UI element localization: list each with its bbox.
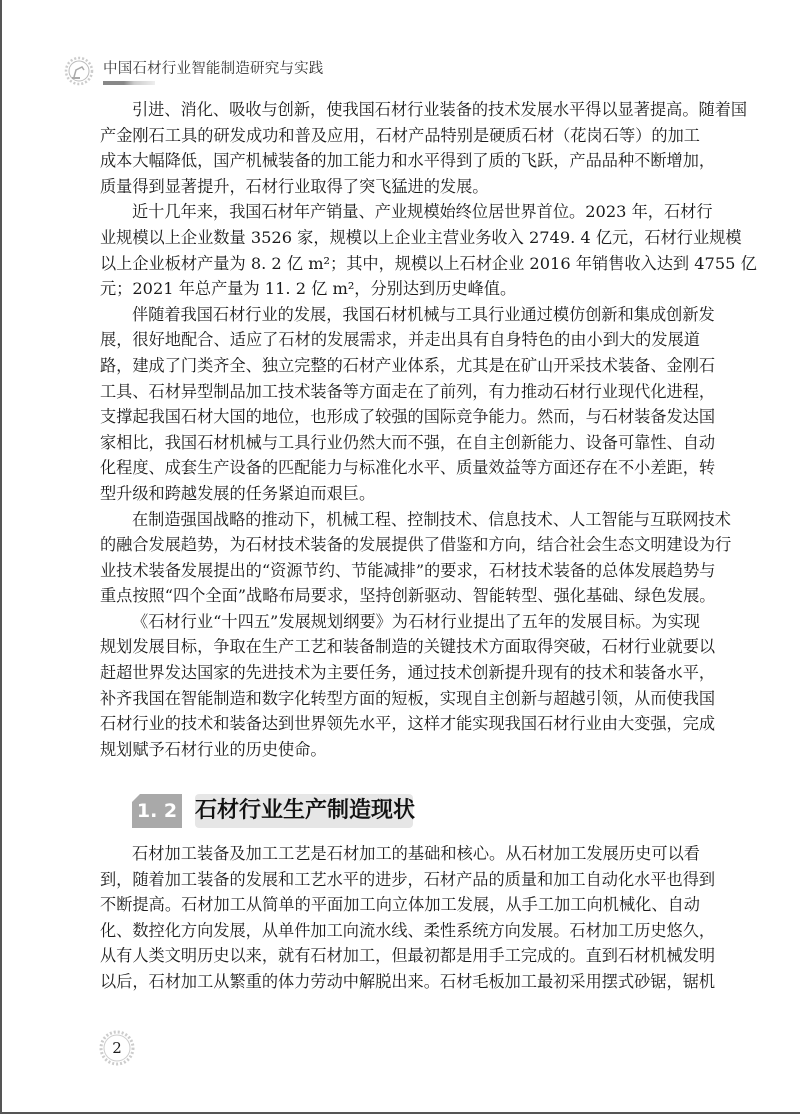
running-header-title: 中国石材行业智能制造研究与实践 [103, 61, 324, 77]
text-line: 产金刚石工具的研发成功和普及应用，石材产品特别是硬质石材（花岗石等）的加工 [100, 125, 700, 145]
body-text-bottom [100, 841, 716, 995]
body-text-top [100, 97, 757, 762]
header-decor-bar [103, 81, 155, 85]
text-line: 到，随着加工装备的发展和工艺水平的进步，石材产品的质量和加工自动化水平也得到 [100, 869, 716, 889]
text-line: 业技术装备发展提出的“资源节约、节能减排”的要求，石材技术装备的总体发展趋势与 [100, 560, 716, 580]
text-line: 《石材行业“十四五”发展规划纲要》为石材行业提出了五年的发展目标。为实现 [132, 611, 700, 631]
text-line: 伴随着我国石材行业的发展，我国石材机械与工具行业通过模仿创新和集成创新发 [132, 304, 715, 324]
text-line: 赶超世界发达国家的先进技术为主要任务，通过技术创新提升现有的技术和装备水平， [100, 663, 716, 683]
section-title: 石材行业生产制造现状 [195, 794, 413, 828]
text-line: 化、数控化方向发展，从单件加工向流水线、柔性系统方向发展。石材加工历史悠久， [100, 920, 716, 940]
text-line: 展，很好地配合、适应了石材的发展需求，并走出具有自身特色的由小到大的发展道 [100, 330, 700, 350]
text-line: 路，建成了门类齐全、独立完整的石材产业体系，尤其是在矿山开采技术装备、金刚石 [100, 355, 716, 375]
text-line: 近十几年来，我国石材年产销量、产业规模始终位居世界首位。2023 年，石材行 [132, 202, 713, 222]
text-line: 规划赋予石材行业的历史使命。 [100, 739, 327, 759]
text-line: 补齐我国在智能制造和数字化转型方面的短板，实现自主创新与超越引领，从而使我国 [100, 688, 716, 708]
text-line: 以上企业板材产量为 8. 2 亿 m²；其中，规模以上石材企业 2016 年销售收入达到 4755 亿 [100, 253, 757, 273]
text-line: 工具、石材异型制品加工技术装备等方面走在了前列，有力推动石材行业现代化进程， [100, 381, 716, 401]
text-line: 支撑起我国石材大国的地位，也形成了较强的国际竞争能力。然而，与石材装备发达国 [100, 407, 716, 427]
text-line: 质量得到显著提升，石材行业取得了突飞猛进的发展。 [100, 176, 489, 196]
text-line: 重点按照“四个全面”战略布局要求，坚持创新驱动、智能转型、强化基础、绿色发展。 [100, 586, 716, 606]
text-line: 规划发展目标，争取在生产工艺和装备制造的关键技术方面取得突破，石材行业就要以 [100, 637, 716, 657]
text-line: 成本大幅降低，国产机械装备的加工能力和水平得到了质的飞跃，产品品种不断增加， [100, 151, 716, 171]
text-line: 石材行业的技术和装备达到世界领先水平，这样才能实现我国石材行业由大变强，完成 [100, 714, 716, 734]
text-line: 在制造强国战略的推动下，机械工程、控制技术、信息技术、人工智能与互联网技术 [132, 509, 731, 529]
text-line: 的融合发展趋势，为石材技术装备的发展提供了借鉴和方向，结合社会生态文明建设为行 [100, 535, 732, 555]
text-line: 石材加工装备及加工工艺是石材加工的基础和核心。从石材加工发展历史可以看 [132, 844, 700, 863]
text-line: 业规模以上企业数量 3526 家，规模以上企业主营业务收入 2749. 4 亿元，石材行业规模 [100, 227, 742, 247]
page-frame-left [0, 0, 2, 1114]
text-line: 元；2021 年总产量为 11. 2 亿 m²，分别达到历史峰值。 [100, 279, 517, 299]
text-line: 引进、消化、吸收与创新，使我国石材行业装备的技术发展水平得以显著提高。随着国 [132, 100, 748, 119]
text-line: 化程度、成套生产设备的匹配能力与标准化水平、质量效益等方面还存在不小差距，转 [100, 458, 716, 478]
text-line: 不断提高。石材加工从简单的平面加工向立体加工发展，从手工加工向机械化、自动 [100, 895, 700, 915]
text-line: 家相比，我国石材机械与工具行业仍然大而不强，在自主创新能力、设备可靠性、自动 [100, 432, 716, 452]
text-line: 以后，石材加工从繁重的体力劳动中解脱出来。石材毛板加工最初采用摆式砂锯，锯机 [100, 971, 716, 991]
page-number: 2 [112, 1039, 122, 1057]
section-heading [132, 794, 422, 828]
text-line: 从有人类文明历史以来，就有石材加工，但最初都是用手工完成的。直到石材机械发明 [100, 946, 716, 966]
section-number: 1. 2 [132, 794, 182, 828]
text-line: 型升级和跨越发展的任务紧迫而艰巨。 [100, 483, 376, 503]
gear-robot-icon [63, 55, 95, 87]
